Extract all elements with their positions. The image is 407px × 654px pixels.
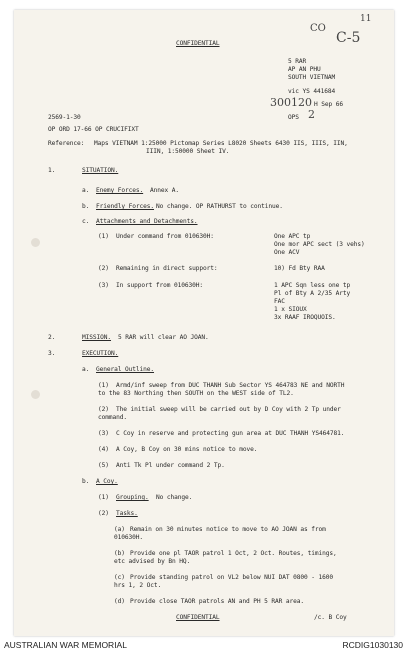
s1c2-number: (2) (98, 265, 109, 272)
s1a-number: a. (82, 187, 90, 194)
s1c3-item-4: 1 x SIOUX (274, 306, 307, 313)
file-reference: 2569-1-30 (48, 114, 81, 121)
dtg-handwritten: 300120 (270, 96, 312, 109)
s3b2d-number: (d) (114, 598, 125, 605)
s1c1-number: (1) (98, 233, 109, 240)
s3a3-number: (3) (98, 430, 109, 437)
ops-label: OPS (288, 114, 299, 121)
section-3-number: 3. (48, 350, 56, 357)
classification-top: CONFIDENTIAL (176, 40, 220, 47)
s1c1-item-1: One APC tp (274, 233, 311, 240)
s3a4-text: A Coy, B Coy on 30 mins notice to move. (116, 446, 258, 453)
circle-handwritten-mark: CO (310, 23, 326, 34)
s3b2a-line-1: Remain on 30 minutes notice to move to AO JOAN as from (130, 526, 326, 533)
location-line-2: SOUTH VIETNAM (288, 74, 336, 81)
s3b2c-line-1: Provide standing patrol on VL2 below NUI DAT 0800 - 1600 (130, 574, 334, 581)
s1c-number: c. (82, 218, 90, 225)
s3b-number: b. (82, 478, 90, 485)
s3b2c-number: (c) (114, 574, 125, 581)
s3b2-title: Tasks. (116, 510, 138, 517)
s1a-title: Enemy Forces. (96, 187, 144, 194)
section-2-text: 5 RAR will clear AO JOAN. (118, 334, 209, 341)
s1b-text: No change. OP RATHURST to continue. (156, 203, 283, 210)
location-line-1: AP AN PHU (288, 66, 321, 73)
continued-marker: /c. B Coy (314, 614, 347, 621)
s3a1-line-2: to the 83 Northing then SOUTH on the WEST side of TL2. (98, 390, 294, 397)
s3b2b-line-2: etc advised by Bn HQ. (114, 558, 191, 565)
s3b2a-line-2: 010630H. (114, 534, 144, 541)
s3b1-title: Grouping. (116, 494, 149, 501)
s1c1-item-2: One mor APC sect (3 vehs) (274, 241, 365, 248)
s3a-title: General Outline. (96, 366, 155, 373)
section-2-number: 2. (48, 334, 56, 341)
corner-handwritten-mark: 11 (360, 14, 372, 24)
s3b1-text: No change. (156, 494, 193, 501)
s3b2b-line-1: Provide one pl TAOR patrol 1 Oct, 2 Oct. Routes, timings, (130, 550, 337, 557)
section-3-title: EXECUTION. (82, 350, 119, 357)
s3a1-line-1: Armd/inf sweep from DUC THANH Sub Sector YS 464783 NE and NORTH (116, 382, 345, 389)
s1c3-text: In support from 010630H: (116, 282, 204, 289)
s3b2a-number: (a) (114, 526, 125, 533)
s3a3-text: C Coy in reserve and protecting gun area at DUC THANH YS464781. (116, 430, 345, 437)
section-2-title: MISSION. (82, 334, 112, 341)
s1c1-text: Under command from 010630H: (116, 233, 214, 240)
s3b1-number: (1) (98, 494, 109, 501)
unit: 5 RAR (288, 58, 307, 65)
s1c2-text: Remaining in direct support: (116, 265, 218, 272)
date: H Sep 66 (314, 101, 344, 108)
s1b-number: b. (82, 203, 90, 210)
s3a-number: a. (82, 366, 90, 373)
s1c3-number: (3) (98, 282, 109, 289)
classification-bottom: CONFIDENTIAL (176, 614, 220, 621)
grid-reference: vic YS 441684 (288, 88, 336, 95)
top-handwritten-mark: C-5 (336, 30, 361, 46)
s3a1-number: (1) (98, 382, 109, 389)
section-1-number: 1. (48, 167, 56, 174)
s3a2-line-2: command. (98, 414, 128, 421)
section-1-title: SITUATION. (82, 167, 119, 174)
s3b-title: A Coy. (96, 478, 118, 485)
s1c3-item-3: FAC (274, 298, 285, 305)
s1c-title: Attachments and Detachments. (96, 218, 198, 225)
footer-archive-name: AUSTRALIAN WAR MEMORIAL (4, 640, 127, 650)
binder-hole-2 (31, 390, 40, 399)
s3b2c-line-2: hrs 1, 2 Oct. (114, 582, 162, 589)
ops-number-handwritten: 2 (308, 108, 315, 121)
s1c3-item-5: 3x RAAF IROQUOIS. (274, 314, 336, 321)
s1c3-item-1: 1 APC Sqn less one tp (274, 282, 351, 289)
footer-record-id: RCDIG1030130 (342, 640, 403, 650)
s3a5-text: Anti Tk Pl under command 2 Tp. (116, 462, 225, 469)
document-page (14, 10, 394, 636)
s3a4-number: (4) (98, 446, 109, 453)
s1c2-item-1: 10) Fd Bty RAA (274, 265, 325, 272)
s1a-text: Annex A. (150, 187, 180, 194)
s3b2b-number: (b) (114, 550, 125, 557)
s3a5-number: (5) (98, 462, 109, 469)
order-title: OP ORD 17-66 OP CRUCIFIXT (48, 126, 139, 133)
s1c3-item-2: Pl of Bty A 2/35 Arty (274, 290, 351, 297)
s1b-title: Friendly Forces. (96, 203, 155, 210)
s1c1-item-3: One ACV (274, 249, 300, 256)
s3b2-number: (2) (98, 510, 109, 517)
s3b2d-text: Provide close TAOR patrols AN and PH 5 RAR area. (130, 598, 305, 605)
s3a2-number: (2) (98, 406, 109, 413)
reference-line-2: IIIN, 1:50000 Sheet IV. (146, 148, 230, 155)
reference-line-1: Maps VIETNAM 1:25000 Pictomap Series L8020 Sheets 6430 IIS, IIIS, IIN, (94, 140, 348, 147)
reference-label: Reference: (48, 140, 85, 147)
s3a2-line-1: The initial sweep will be carried out by D Coy with 2 Tp under (116, 406, 341, 413)
binder-hole-1 (31, 238, 40, 247)
